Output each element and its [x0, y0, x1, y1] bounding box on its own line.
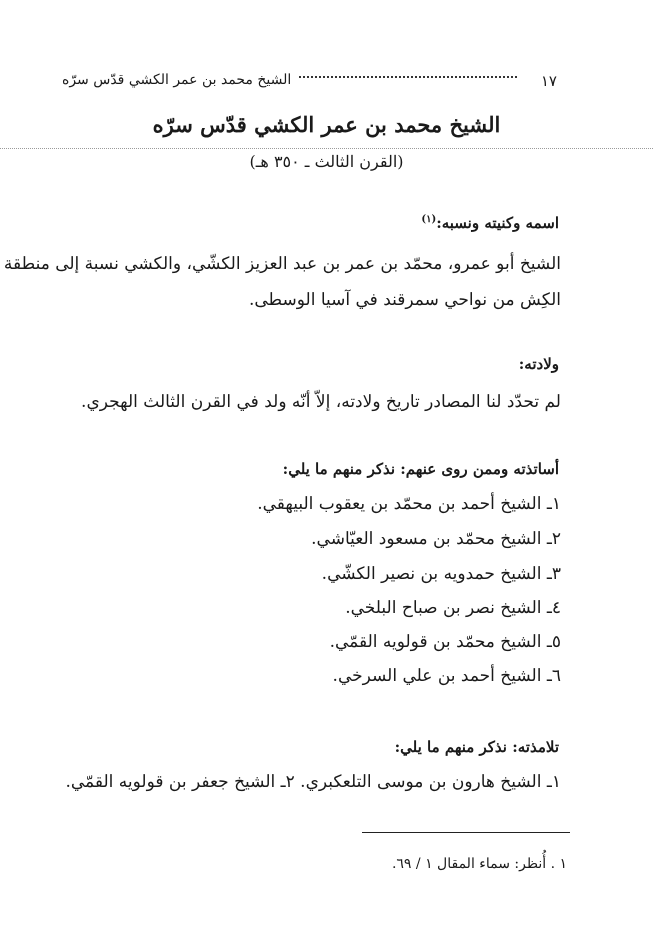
footnote-marker: (١) [421, 214, 437, 225]
section-heading-name [421, 214, 559, 232]
section-heading-students: تلامذته: نذكر منهم ما يلي: [394, 738, 559, 756]
scan-artifact-line [0, 148, 653, 149]
footnote: ١ . أُنظر: سماء المقال ١ / ٦٩. [391, 856, 567, 872]
chapter-subtitle: (القرن الثالث ـ ٣٥٠ هـ) [249, 152, 404, 171]
footnote-rule [362, 832, 570, 833]
teacher-item: ١ـ الشيخ أحمد بن محمّد بن يعقوب البيهقي. [257, 494, 561, 514]
page-number: ١٧ [540, 72, 557, 90]
name-line-2: الكِش من نواحي سمرقند في آسيا الوسطى. [248, 290, 561, 310]
chapter-title: الشيخ محمد بن عمر الكشي قدّس سرّه [152, 112, 501, 137]
students-line: ١ـ الشيخ هارون بن موسى التلعكبري. ٢ـ الشيخ جعفر بن قولويه القمّي. [65, 772, 561, 792]
teacher-item: ٥ـ الشيخ محمّد بن قولويه القمّي. [329, 632, 561, 652]
teacher-item: ٣ـ الشيخ حمدويه بن نصير الكشّي. [321, 564, 561, 584]
birth-line: لم تحدّد لنا المصادر تاريخ ولادته، إلاّ أنّه ولد في القرن الثالث الهجري. [81, 392, 561, 412]
leader-dots [299, 76, 517, 78]
running-header [60, 72, 557, 98]
teacher-item: ٤ـ الشيخ نصر بن صباح البلخي. [345, 598, 561, 618]
running-title: الشيخ محمد بن عمر الكشي قدّس سرّه [62, 72, 292, 88]
teacher-item: ٢ـ الشيخ محمّد بن مسعود العيّاشي. [311, 529, 561, 549]
heading-text: اسمه وكنيته ونسبه: [436, 214, 559, 232]
section-heading-teachers: أساتذته وممن روى عنهم: نذكر منهم ما يلي: [282, 460, 559, 478]
teacher-item: ٦ـ الشيخ أحمد بن علي السرخي. [332, 666, 561, 686]
name-line-1: الشيخ أبو عمرو، محمّد بن عمر بن عبد العزيز الكشّي، والكشي نسبة إلى منطقة [3, 254, 561, 274]
section-heading-birth: ولادته: [518, 355, 559, 373]
